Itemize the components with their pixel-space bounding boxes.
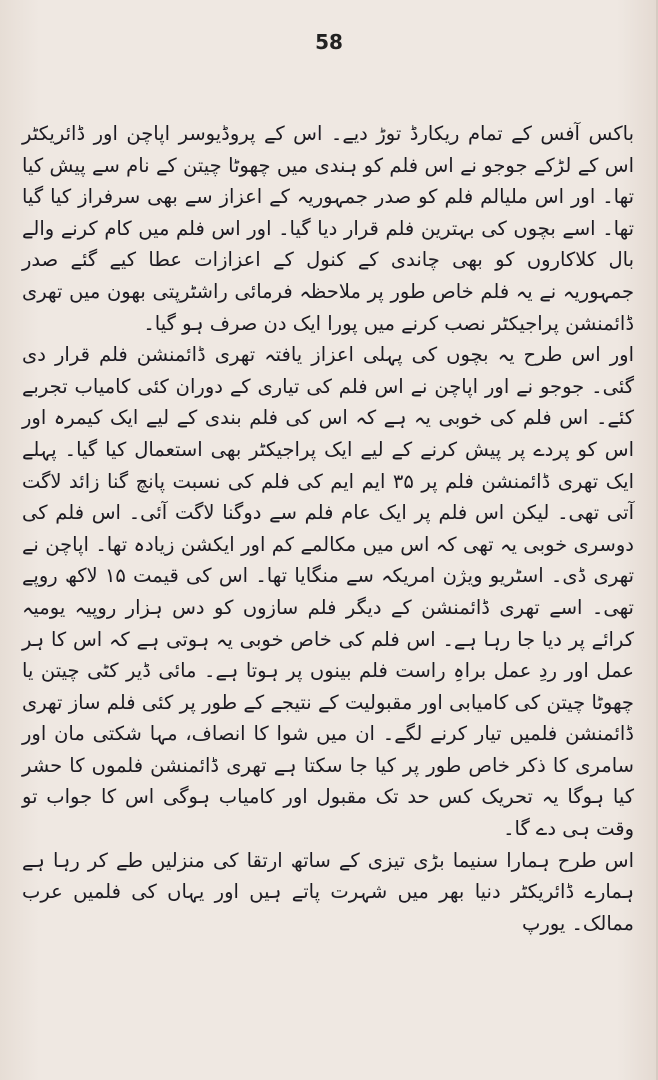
body-text	[22, 118, 634, 939]
paragraph-3: اس طرح ہمارا سنیما بڑی تیزی کے ساتھ ارتقا کی منزلیں طے کر رہا ہے ہمارے ڈائریکٹر دنیا بھر میں شہرت پاتے ہیں اور یہاں کی فلمیں عرب ممالک۔ یورپ	[22, 848, 634, 935]
paragraph-1: باکس آفس کے تمام ریکارڈ توڑ دیے۔ اس کے پروڈیوسر اپاچن اور ڈائریکٹر اس کے لڑکے جوجو نے اس فلم کو ہندی میں چھوٹا چیتن کے نام سے پیش کیا تھا۔ اور اس ملیالم فلم کو صدر جمہوریہ کے اعزاز سے بھی سرفراز کیا گیا تھا۔ اسے بچوں کی بہترین فلم قرار دیا گیا۔ اور اس فلم میں کام کرنے والے بال کلاکاروں کو بھی چاندی کے کنول کے اعزازات عطا کیے گئے صدر جمہوریہ نے یہ فلم خاص طور پر ملاحظہ فرمائی راشٹرپتی بھون میں تھری ڈائمنشن پراجیکٹر نصب کرنے میں پورا ایک دن صرف ہو گیا۔	[22, 122, 634, 335]
page-number: 58	[315, 30, 343, 54]
paragraph-2: اور اس طرح یہ بچوں کی پہلی اعزاز یافتہ تھری ڈائمنشن فلم قرار دی گئی۔ جوجو نے اور اپاچن نے اس فلم کی تیاری کے دوران کئی کامیاب تجربے کئے۔ اس فلم کی خوبی یہ ہے کہ اس کی فلم بندی کے لیے ایک کیمرہ اور اس کو پردے پر پیش کرنے کے لیے ایک پراجیکٹر بھی استعمال کیا گیا۔ پہلے ایک تھری ڈائمنشن فلم پر ۳۵ ایم ایم کی فلم کی نسبت پانچ گنا زائد لاگت آتی تھی۔ لیکن اس فلم پر ایک عام فلم سے دوگنا لاگت آئی۔ اس فلم کی دوسری خوبی یہ تھی کہ اس میں مکالمے کم اور ایکشن زیادہ تھا۔ اپاچن نے تھری ڈی۔ اسٹریو ویژن امریکہ سے منگایا تھا۔ اس کی قیمت ۱۵ لاکھ روپے تھی۔ اسے تھری ڈائمنشن کے دیگر فلم سازوں کو دس ہزار روپیہ یومیہ کرائے پر دیا جا رہا ہے۔ اس فلم کی خاص خوبی یہ ہوتی ہے کہ اس کا ہر عمل اور ردِ عمل براہِ راست فلم بینوں پر ہوتا ہے۔ مائی ڈیر کٹی چیتن یا چھوٹا چیتن کی کامیابی اور مقبولیت کے نتیجے کے طور پر کئی فلم ساز تھری ڈائمنشن فلمیں تیار کرنے لگے۔ ان میں شوا کا انصاف، مہا شکتی مان اور سامری کا ذکر خاص طور پر کیا جا سکتا ہے تھری ڈائمنشن فلموں کا حشر کیا ہوگا یہ تحریک کس حد تک مقبول اور کامیاب ہوگی اس کا جواب تو وقت ہی دے گا۔	[22, 343, 634, 841]
